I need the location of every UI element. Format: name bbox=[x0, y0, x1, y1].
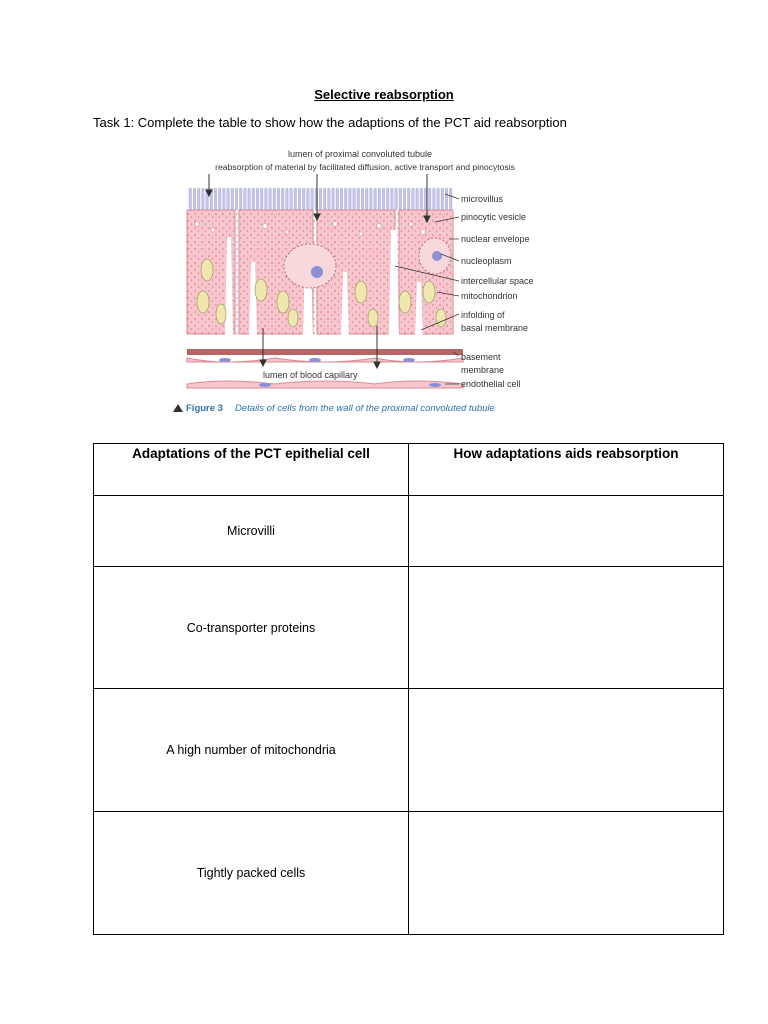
microvillus-mark bbox=[269, 188, 272, 210]
microvillus-mark bbox=[374, 188, 377, 210]
microvillus-mark bbox=[382, 188, 385, 210]
label-microvillus: microvillus bbox=[461, 194, 504, 204]
adaptation-cell: Microvilli bbox=[94, 496, 409, 567]
microvillus-mark bbox=[302, 188, 305, 210]
microvillus-mark bbox=[227, 188, 230, 210]
microvillus-mark bbox=[353, 188, 356, 210]
microvillus-mark bbox=[378, 188, 381, 210]
label-nuclear-envelope: nuclear envelope bbox=[461, 234, 530, 244]
answer-cell[interactable] bbox=[409, 567, 724, 689]
microvillus-mark bbox=[349, 188, 352, 210]
figure-caption-number: Figure 3 bbox=[186, 403, 223, 414]
microvillus-mark bbox=[332, 188, 335, 210]
microvillus-mark bbox=[319, 188, 322, 210]
microvillus-mark bbox=[281, 188, 284, 210]
microvillus-mark bbox=[433, 188, 436, 210]
microvillus-mark bbox=[202, 188, 205, 210]
microvillus-mark bbox=[193, 188, 196, 210]
microvillus-mark bbox=[235, 188, 238, 210]
microvillus-mark bbox=[407, 188, 410, 210]
microvillus-mark bbox=[307, 188, 310, 210]
microvilli-border bbox=[189, 188, 452, 210]
page-title: Selective reabsorption bbox=[314, 87, 454, 102]
label-intercellular-space: intercellular space bbox=[461, 276, 534, 286]
microvillus-mark bbox=[290, 188, 293, 210]
microvillus-mark bbox=[239, 188, 242, 210]
label-basement: basement bbox=[461, 352, 501, 362]
microvillus-mark bbox=[445, 188, 448, 210]
microvillus-mark bbox=[294, 188, 297, 210]
pct-diagram bbox=[165, 142, 585, 424]
label-capillary-lumen: lumen of blood capillary bbox=[263, 370, 358, 380]
microvillus-mark bbox=[328, 188, 331, 210]
microvillus-mark bbox=[260, 188, 263, 210]
microvillus-mark bbox=[298, 188, 301, 210]
answer-cell[interactable] bbox=[409, 812, 724, 935]
microvillus-mark bbox=[449, 188, 452, 210]
microvillus-mark bbox=[416, 188, 419, 210]
table-row bbox=[94, 496, 724, 567]
microvillus-mark bbox=[412, 188, 415, 210]
microvillus-mark bbox=[189, 188, 192, 210]
table-row bbox=[94, 812, 724, 935]
microvillus-mark bbox=[357, 188, 360, 210]
microvillus-mark bbox=[252, 188, 255, 210]
adaptation-cell: Tightly packed cells bbox=[94, 812, 409, 935]
header-how-aids: How adaptations aids reabsorption bbox=[409, 444, 724, 496]
microvillus-mark bbox=[420, 188, 423, 210]
label-membrane: membrane bbox=[461, 365, 505, 375]
microvillus-mark bbox=[231, 188, 234, 210]
microvillus-mark bbox=[391, 188, 394, 210]
microvillus-mark bbox=[223, 188, 226, 210]
microvillus-mark bbox=[403, 188, 406, 210]
label-endothelial-cell: endothelial cell bbox=[461, 379, 521, 389]
microvillus-mark bbox=[399, 188, 402, 210]
pct-cell-figure bbox=[165, 142, 585, 424]
microvillus-mark bbox=[197, 188, 200, 210]
microvillus-mark bbox=[286, 188, 289, 210]
microvillus-mark bbox=[395, 188, 398, 210]
microvillus-mark bbox=[437, 188, 440, 210]
answer-cell[interactable] bbox=[409, 689, 724, 812]
figure-caption-text: Details of cells from the wall of the proximal convoluted tubule bbox=[235, 403, 495, 414]
caption-triangle-icon bbox=[173, 404, 183, 412]
adaptation-cell: A high number of mitochondria bbox=[94, 689, 409, 812]
adaptation-cell: Co-transporter proteins bbox=[94, 567, 409, 689]
microvillus-mark bbox=[256, 188, 259, 210]
microvillus-mark bbox=[273, 188, 276, 210]
microvillus-mark bbox=[244, 188, 247, 210]
microvillus-mark bbox=[214, 188, 217, 210]
microvillus-mark bbox=[370, 188, 373, 210]
microvillus-mark bbox=[365, 188, 368, 210]
figure-top-label-1: lumen of proximal convoluted tubule bbox=[287, 149, 433, 159]
microvillus-mark bbox=[311, 188, 314, 210]
microvillus-mark bbox=[344, 188, 347, 210]
epithelial-cells bbox=[187, 188, 463, 388]
answer-cell[interactable] bbox=[409, 496, 724, 567]
microvillus-mark bbox=[340, 188, 343, 210]
task-instruction: Task 1: Complete the table to show how the adaptions of the PCT aid reabsorption bbox=[93, 115, 567, 130]
label-mitochondrion: mitochondrion bbox=[461, 291, 518, 301]
microvillus-mark bbox=[218, 188, 221, 210]
header-adaptations: Adaptations of the PCT epithelial cell bbox=[94, 444, 409, 496]
figure-top-label-2: reabsorption of material by facilitated diffusion, active transport and pinocytosis bbox=[215, 162, 515, 172]
microvillus-mark bbox=[428, 188, 431, 210]
label-basal-membrane: basal membrane bbox=[461, 323, 529, 333]
label-pinocytic-vesicle: pinocytic vesicle bbox=[461, 212, 527, 222]
adaptations-table bbox=[93, 443, 724, 935]
table-row bbox=[94, 689, 724, 812]
label-nucleoplasm: nucleoplasm bbox=[461, 256, 512, 266]
microvillus-mark bbox=[386, 188, 389, 210]
label-infolding-of: infolding of bbox=[461, 310, 505, 320]
microvillus-mark bbox=[361, 188, 364, 210]
microvillus-mark bbox=[248, 188, 251, 210]
microvillus-mark bbox=[277, 188, 280, 210]
microvillus-mark bbox=[323, 188, 326, 210]
table-row bbox=[94, 567, 724, 689]
microvillus-mark bbox=[424, 188, 427, 210]
microvillus-mark bbox=[441, 188, 444, 210]
table-header-row bbox=[94, 444, 724, 496]
microvillus-mark bbox=[265, 188, 268, 210]
microvillus-mark bbox=[336, 188, 339, 210]
